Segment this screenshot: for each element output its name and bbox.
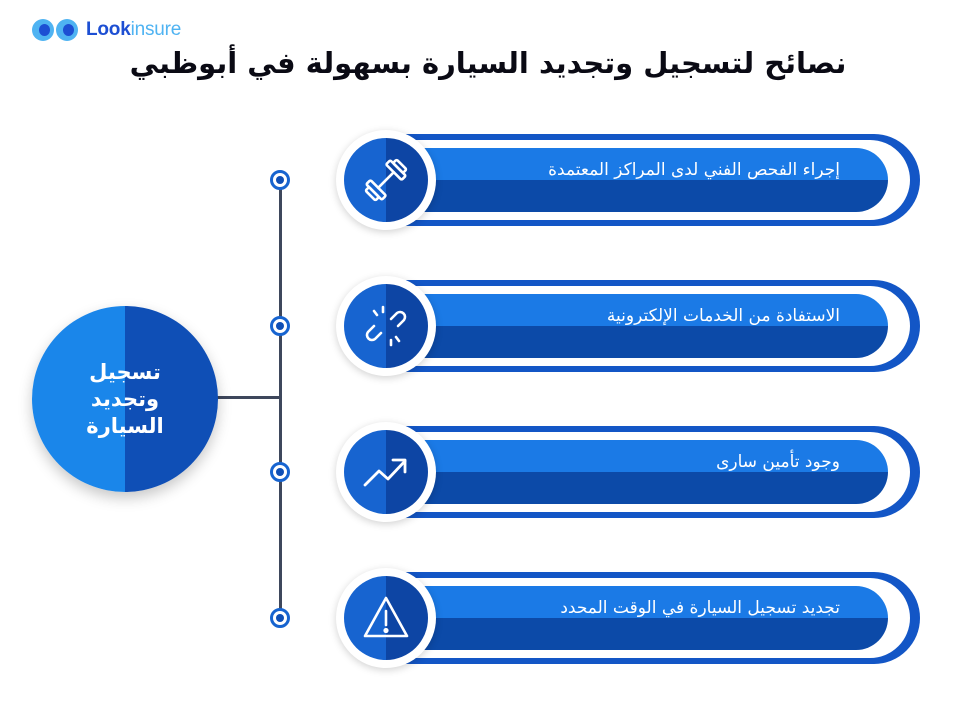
logo-wordmark: Lookinsure xyxy=(86,19,182,40)
step-item-3 xyxy=(330,422,922,522)
central-hub xyxy=(32,306,218,492)
step-bar-4 xyxy=(390,586,888,650)
step-badge-4 xyxy=(336,568,436,668)
trend-up-icon xyxy=(361,447,411,497)
step-label-3: وجود تأمين سارى xyxy=(716,452,840,472)
step-label-4: تجديد تسجيل السيارة في الوقت المحدد xyxy=(560,598,840,618)
step-item-1 xyxy=(330,130,922,230)
dumbbell-icon xyxy=(361,155,411,205)
step-item-2 xyxy=(330,276,922,376)
step-item-4 xyxy=(330,568,922,668)
step-badge-3 xyxy=(336,422,436,522)
step-badge-1 xyxy=(336,130,436,230)
connector-node-2 xyxy=(270,316,290,336)
brand-logo[interactable] xyxy=(32,16,181,44)
step-bar-2 xyxy=(390,294,888,358)
connector-node-3 xyxy=(270,462,290,482)
connector-node-1 xyxy=(270,170,290,190)
hub-connector-line xyxy=(216,396,282,399)
vertical-connector-line xyxy=(279,180,282,618)
step-label-1: إجراء الفحص الفني لدى المراكز المعتمدة xyxy=(548,160,840,180)
step-label-2: الاستفادة من الخدمات الإلكترونية xyxy=(606,306,840,326)
hub-label: تسجيل وتجديد السيارة xyxy=(86,359,164,438)
page-title: نصائح لتسجيل وتجديد السيارة بسهولة في أبوظبي xyxy=(129,46,847,80)
connector-node-4 xyxy=(270,608,290,628)
step-bar-3 xyxy=(390,440,888,504)
logo-eyes-icon xyxy=(32,19,78,41)
warning-icon xyxy=(361,593,411,643)
step-badge-2 xyxy=(336,276,436,376)
broken-link-icon xyxy=(361,301,411,351)
step-bar-1 xyxy=(390,148,888,212)
